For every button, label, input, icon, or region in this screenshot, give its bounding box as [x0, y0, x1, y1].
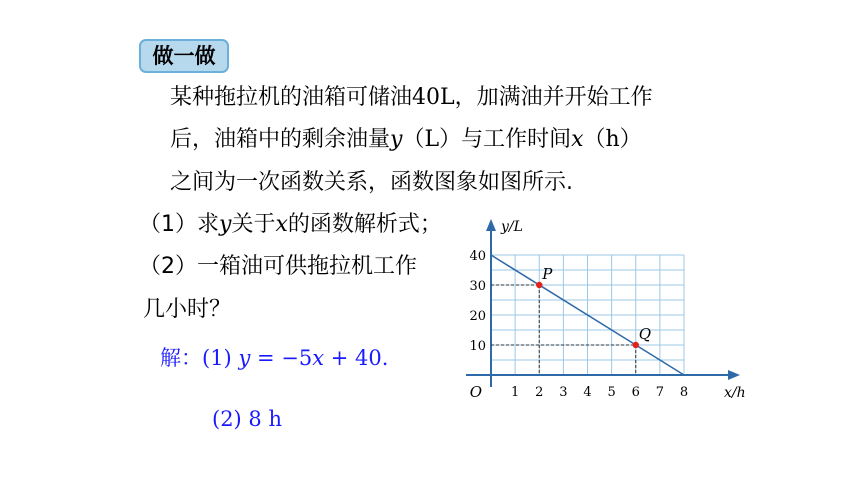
question-text: 的函数解析式；: [287, 212, 442, 237]
question-2-line-2: 几小时？: [143, 297, 232, 322]
problem-text: ，加满油并开始工作: [454, 85, 653, 110]
question-text: 关于: [231, 212, 276, 237]
x-tick-label: 7: [655, 385, 665, 400]
point-label: P: [542, 265, 553, 283]
problem-text: 某种拖拉机的油箱可储油: [170, 85, 413, 110]
problem-text: 后，油箱中的剩余油量: [170, 127, 391, 152]
variable-x: x: [312, 346, 325, 370]
answer-1: [160, 344, 388, 372]
x-tick-label: 1: [510, 385, 520, 400]
x-axis-arrow: [728, 370, 740, 380]
x-tick-label: 2: [535, 385, 544, 400]
answer-2: (2) 8 h: [212, 407, 282, 431]
y-axis-arrow: [486, 219, 496, 231]
x-tick-label: 5: [607, 385, 616, 400]
problem-line-3: 之间为一次函数关系，函数图象如图所示.: [170, 170, 573, 195]
variable-x: x: [571, 127, 584, 152]
problem-text: （L）与工作时间: [402, 127, 572, 152]
question-2-line-1: （2）一箱油可供拖拉机工作: [139, 254, 417, 279]
answer-number: (1): [202, 346, 232, 370]
x-tick-label: 6: [631, 385, 640, 400]
problem-line-2: [170, 126, 642, 154]
problem-line-1: [170, 84, 653, 112]
origin-label: O: [469, 383, 482, 401]
y-tick-label: 20: [469, 309, 486, 324]
x-tick-label: 4: [583, 385, 592, 400]
question-1: [139, 211, 442, 239]
activity-tag: 做一做: [139, 39, 229, 73]
capacity-value: 40L: [412, 85, 455, 110]
variable-y: y: [238, 346, 251, 370]
variable-y: y: [219, 212, 232, 237]
y-tick-label: 30: [469, 279, 486, 294]
y-tick-label: 10: [469, 339, 486, 354]
x-tick-label: 8: [679, 385, 689, 400]
answer-equation: = −5: [250, 346, 313, 370]
point-label: Q: [638, 325, 652, 343]
variable-y: y: [390, 127, 403, 152]
answer-label: 解：: [160, 346, 202, 370]
question-text: （1）求: [139, 212, 219, 237]
problem-text: （h）: [583, 127, 642, 152]
answer-equation: + 40.: [324, 346, 389, 370]
variable-x: x: [275, 212, 288, 237]
y-axis-label: y/L: [501, 219, 523, 235]
x-axis-label: x/h: [724, 385, 746, 401]
function-graph: [464, 212, 746, 402]
x-tick-label: 3: [559, 385, 568, 400]
y-tick-label: 40: [469, 249, 486, 264]
